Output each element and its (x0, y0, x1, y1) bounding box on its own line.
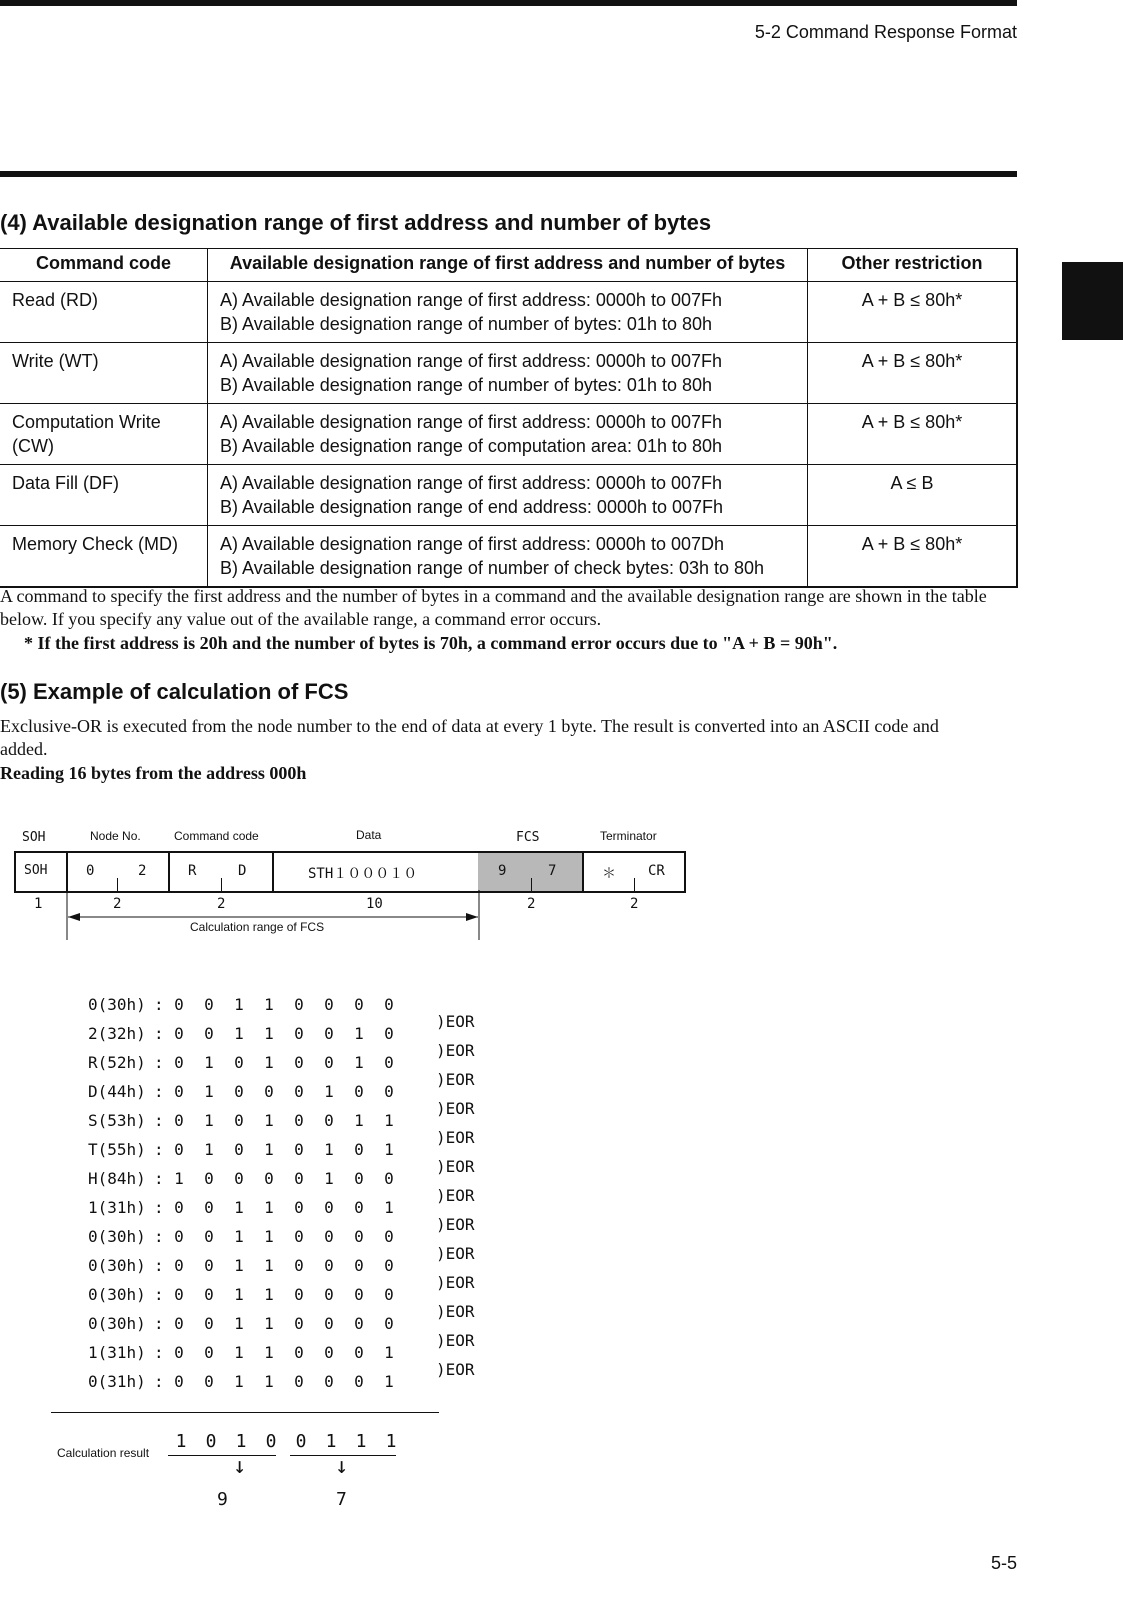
xor-bit: 0 (294, 1024, 304, 1043)
xor-bit: 1 (234, 1256, 244, 1275)
xor-bit: 1 (384, 1140, 394, 1159)
range-line-a: A) Available designation range of first address: 0000h to 007Fh (220, 290, 722, 310)
result-bit: 0 (295, 1431, 307, 1452)
xor-bit: 1 (264, 1314, 274, 1333)
xor-bit: 0 (354, 1227, 364, 1246)
range-line-a: A) Available designation range of first address: 0000h to 007Fh (220, 473, 722, 493)
xor-bit: 0 (174, 1111, 184, 1130)
xor-bit: 1 (234, 1343, 244, 1362)
xor-bit: 1 (264, 1140, 274, 1159)
xor-row-label: 0(31h) (88, 1372, 146, 1391)
xor-bit: 0 (354, 1343, 364, 1362)
xor-bit: 0 (324, 1372, 334, 1391)
frame-cell-data: STH１０００１０ (272, 851, 480, 893)
range-line-b: B) Available designation range of computation area: 01h to 80h (220, 436, 723, 456)
xor-bit: 0 (174, 1082, 184, 1101)
range-cell (208, 282, 808, 343)
xor-bit: 0 (264, 1169, 274, 1188)
xor-bit: 1 (204, 1111, 214, 1130)
xor-bit: 1 (384, 1198, 394, 1217)
calculation-range-arrow (60, 890, 490, 942)
xor-bit: 0 (294, 1111, 304, 1130)
range-line-a: A) Available designation range of first address: 0000h to 007Dh (220, 534, 724, 554)
table-row (0, 404, 1017, 465)
section-4-paragraph: A command to specify the first address and the number of bytes in a command and the available designation range are shown in the table below. If you specify any value out of the available range, a command error occurs. (0, 586, 987, 629)
command-cell: Write (WT) (0, 343, 208, 404)
result-bit: 1 (235, 1431, 247, 1452)
restriction-cell: A + B ≤ 80h* (808, 282, 1018, 343)
xor-bit: 1 (234, 1314, 244, 1333)
section-4-title: (4) Available designation range of first address and number of bytes (0, 210, 712, 235)
xor-bit: 0 (204, 995, 214, 1014)
down-arrow-icon: ↓ (233, 1454, 247, 1479)
xor-bit: 0 (384, 1053, 394, 1072)
range-cell (208, 404, 808, 465)
frame-cell-node: 0 2 (66, 851, 170, 893)
range-line-b: B) Available designation range of number of check bytes: 03h to 80h (220, 558, 765, 578)
xor-bit: 0 (174, 995, 184, 1014)
xor-bit: 0 (294, 1082, 304, 1101)
command-cell: Memory Check (MD) (0, 526, 208, 588)
xor-bit: 0 (174, 1256, 184, 1275)
eor-label: )EOR (436, 1244, 475, 1263)
restriction-cell: A + B ≤ 80h* (808, 343, 1018, 404)
table-row (0, 282, 1017, 343)
frame-cell-soh: SOH (14, 851, 68, 893)
xor-bit: 0 (384, 1024, 394, 1043)
xor-bit: 0 (294, 1372, 304, 1391)
xor-bit: 0 (384, 1285, 394, 1304)
frame-tick (634, 878, 635, 892)
xor-bit: 0 (324, 1053, 334, 1072)
restriction-cell: A + B ≤ 80h* (808, 526, 1018, 588)
count-terminator: 2 (630, 896, 639, 912)
xor-bit: 0 (354, 1285, 364, 1304)
xor-bit: 0 (324, 1198, 334, 1217)
section-5-title: (5) Example of calculation of FCS (0, 679, 349, 704)
xor-bit: 1 (174, 1169, 184, 1188)
count-command: 2 (217, 896, 226, 912)
xor-bit: 1 (234, 995, 244, 1014)
xor-bit: 0 (294, 1314, 304, 1333)
xor-bit: 0 (174, 1024, 184, 1043)
xor-bit: 1 (234, 1372, 244, 1391)
xor-bit: 0 (294, 1227, 304, 1246)
xor-bit: 1 (354, 1111, 364, 1130)
xor-bit: 0 (234, 1082, 244, 1101)
terminator-label: Terminator (600, 829, 657, 843)
xor-bit: 1 (354, 1053, 364, 1072)
xor-bit: 0 (204, 1256, 214, 1275)
xor-bit: 0 (204, 1343, 214, 1362)
section-5-paragraph: Exclusive-OR is executed from the node number to the end of data at every 1 byte. The result is converted into an ASCII code and added. (0, 716, 939, 759)
xor-row-label: 1(31h) (88, 1198, 146, 1217)
xor-row-colon: : (154, 1169, 164, 1188)
xor-bit: 1 (234, 1024, 244, 1043)
xor-row-colon: : (154, 1024, 164, 1043)
xor-bit: 0 (204, 1024, 214, 1043)
xor-bit: 1 (384, 1343, 394, 1362)
frame-cell-terminator: ＊ CR (582, 851, 686, 893)
fcs-label: FCS (516, 830, 540, 845)
xor-row-label: R(52h) (88, 1053, 146, 1072)
range-line-a: A) Available designation range of first address: 0000h to 007Fh (220, 412, 722, 432)
xor-bit: 1 (264, 1198, 274, 1217)
xor-bit: 0 (264, 1082, 274, 1101)
xor-bit: 1 (264, 1372, 274, 1391)
eor-label: )EOR (436, 1099, 475, 1118)
xor-bit: 0 (294, 995, 304, 1014)
down-arrow-icon: ↓ (335, 1454, 349, 1479)
range-line-a: A) Available designation range of first address: 0000h to 007Fh (220, 351, 722, 371)
xor-bit: 0 (384, 995, 394, 1014)
xor-bit: 0 (384, 1082, 394, 1101)
eor-label: )EOR (436, 1157, 475, 1176)
xor-bit: 1 (264, 1285, 274, 1304)
xor-bit: 0 (234, 1140, 244, 1159)
xor-row-colon: : (154, 1372, 164, 1391)
xor-bit: 0 (204, 1227, 214, 1246)
xor-bit: 1 (264, 1111, 274, 1130)
sum-line (51, 1412, 439, 1413)
xor-bit: 0 (294, 1169, 304, 1188)
xor-bit: 0 (204, 1198, 214, 1217)
xor-bit: 0 (234, 1169, 244, 1188)
xor-bit: 1 (324, 1169, 334, 1188)
node-label: Node No. (90, 829, 141, 843)
eor-label: )EOR (436, 1041, 475, 1060)
result-bit: 0 (265, 1431, 277, 1452)
eor-label: )EOR (436, 1215, 475, 1234)
xor-bit: 0 (294, 1343, 304, 1362)
column-header: Available designation range of first address and number of bytes (208, 249, 808, 282)
eor-label: )EOR (436, 1128, 475, 1147)
xor-bit: 0 (324, 1343, 334, 1362)
command-cell: Data Fill (DF) (0, 465, 208, 526)
xor-bit: 1 (204, 1082, 214, 1101)
xor-bit: 0 (294, 1285, 304, 1304)
xor-bit: 1 (264, 1256, 274, 1275)
xor-bit: 0 (174, 1198, 184, 1217)
xor-bit: 0 (294, 1198, 304, 1217)
xor-bit: 0 (294, 1053, 304, 1072)
calculation-range-label: Calculation range of FCS (190, 920, 325, 934)
xor-row-colon: : (154, 1082, 164, 1101)
range-cell (208, 465, 808, 526)
xor-row-label: 0(30h) (88, 995, 146, 1014)
range-line-b: B) Available designation range of number of bytes: 01h to 80h (220, 375, 713, 395)
nibble-underline-high (168, 1455, 276, 1456)
result-bit: 1 (355, 1431, 367, 1452)
restriction-cell: A + B ≤ 80h* (808, 404, 1018, 465)
xor-bit: 0 (354, 1140, 364, 1159)
designation-range-table (0, 248, 1018, 588)
xor-bit: 0 (174, 1140, 184, 1159)
xor-row-colon: : (154, 1140, 164, 1159)
result-bit: 0 (205, 1431, 217, 1452)
xor-bit: 0 (174, 1227, 184, 1246)
xor-bit: 1 (264, 1024, 274, 1043)
frame-cell-fcs: 9 7 (478, 851, 584, 893)
xor-bit: 0 (354, 995, 364, 1014)
xor-row-colon: : (154, 1198, 164, 1217)
xor-bit: 0 (174, 1343, 184, 1362)
count-data: 10 (366, 896, 383, 912)
xor-row-label: S(53h) (88, 1111, 146, 1130)
xor-bit: 1 (264, 1053, 274, 1072)
eor-label: )EOR (436, 1302, 475, 1321)
xor-row-colon: : (154, 1343, 164, 1362)
result-bit: 1 (385, 1431, 397, 1452)
xor-row-label: 0(30h) (88, 1314, 146, 1333)
xor-bit: 0 (204, 1372, 214, 1391)
eor-label: )EOR (436, 1273, 475, 1292)
xor-row-label: T(55h) (88, 1140, 146, 1159)
count-soh: 1 (34, 896, 43, 912)
xor-bit: 0 (324, 1227, 334, 1246)
xor-bit: 0 (324, 1285, 334, 1304)
xor-bit: 0 (324, 995, 334, 1014)
section-4-note: * If the first address is 20h and the number of bytes is 70h, a command error occurs due to "A + B = 90h". (24, 633, 838, 653)
eor-label: )EOR (436, 1331, 475, 1350)
xor-bit: 0 (204, 1314, 214, 1333)
table-row (0, 343, 1017, 404)
xor-row-colon: : (154, 1256, 164, 1275)
range-cell (208, 526, 808, 588)
section-5-subtitle: Reading 16 bytes from the address 000h (0, 763, 307, 783)
xor-bit: 0 (354, 1314, 364, 1333)
range-line-b: B) Available designation range of end address: 0000h to 007Fh (220, 497, 724, 517)
frame-cell-command: R D (168, 851, 274, 893)
xor-row-colon: : (154, 995, 164, 1014)
eor-label: )EOR (436, 1360, 475, 1379)
xor-bit: 1 (234, 1198, 244, 1217)
fcs-hex-low: 7 (336, 1489, 347, 1510)
chapter-tab (1062, 262, 1123, 340)
xor-bit: 0 (354, 1082, 364, 1101)
xor-bit: 1 (324, 1082, 334, 1101)
section-rule (0, 171, 1017, 177)
xor-row-label: H(84h) (88, 1169, 146, 1188)
xor-bit: 0 (354, 1256, 364, 1275)
eor-label: )EOR (436, 1070, 475, 1089)
command-cell: Read (RD) (0, 282, 208, 343)
count-node: 2 (113, 896, 122, 912)
xor-row-label: 0(30h) (88, 1285, 146, 1304)
xor-bit: 1 (204, 1140, 214, 1159)
xor-row-label: 2(32h) (88, 1024, 146, 1043)
xor-row-label: D(44h) (88, 1082, 146, 1101)
xor-row-colon: : (154, 1227, 164, 1246)
xor-bit: 1 (354, 1024, 364, 1043)
xor-bit: 1 (264, 995, 274, 1014)
xor-row-colon: : (154, 1111, 164, 1130)
xor-bit: 0 (324, 1314, 334, 1333)
xor-row-colon: : (154, 1053, 164, 1072)
restriction-cell: A ≤ B (808, 465, 1018, 526)
soh-label: SOH (22, 830, 46, 845)
xor-bit: 1 (264, 1227, 274, 1246)
xor-bit: 0 (294, 1256, 304, 1275)
command-label: Command code (174, 829, 259, 843)
xor-bit: 1 (234, 1285, 244, 1304)
xor-bit: 0 (174, 1053, 184, 1072)
xor-bit: 0 (324, 1256, 334, 1275)
range-cell (208, 343, 808, 404)
xor-row-label: 0(30h) (88, 1227, 146, 1246)
xor-bit: 0 (384, 1314, 394, 1333)
xor-bit: 0 (174, 1372, 184, 1391)
eor-label: )EOR (436, 1012, 475, 1031)
table-row (0, 526, 1017, 588)
result-bit: 1 (325, 1431, 337, 1452)
data-label: Data (356, 828, 382, 842)
eor-label: )EOR (436, 1186, 475, 1205)
calculation-result-label: Calculation result (57, 1446, 150, 1460)
xor-bit: 1 (324, 1140, 334, 1159)
xor-row-colon: : (154, 1285, 164, 1304)
xor-row-label: 0(30h) (88, 1256, 146, 1275)
xor-bit: 0 (174, 1285, 184, 1304)
command-cell: Computation Write (CW) (0, 404, 208, 465)
xor-bit: 0 (384, 1256, 394, 1275)
xor-bit: 1 (234, 1227, 244, 1246)
xor-bit: 0 (354, 1372, 364, 1391)
xor-bit: 0 (294, 1140, 304, 1159)
xor-bit: 1 (264, 1343, 274, 1362)
page-number: 5-5 (990, 1553, 1017, 1573)
xor-bit: 0 (204, 1169, 214, 1188)
result-bit: 1 (175, 1431, 187, 1452)
xor-bit: 0 (174, 1314, 184, 1333)
running-head: 5-2 Command Response Format (754, 22, 1017, 42)
xor-row-label: 1(31h) (88, 1343, 146, 1362)
header-rule (0, 0, 1017, 6)
xor-bit: 1 (204, 1053, 214, 1072)
xor-bit: 0 (324, 1024, 334, 1043)
xor-bit: 1 (384, 1372, 394, 1391)
column-header: Other restriction (808, 249, 1018, 282)
table-header-row (0, 249, 1017, 282)
column-header: Command code (0, 249, 208, 282)
xor-bit: 0 (234, 1111, 244, 1130)
xor-bit: 0 (354, 1198, 364, 1217)
frame-tick (531, 878, 532, 892)
xor-bit: 1 (384, 1111, 394, 1130)
xor-bit: 0 (354, 1169, 364, 1188)
xor-bit: 0 (384, 1169, 394, 1188)
xor-row-colon: : (154, 1314, 164, 1333)
count-fcs: 2 (527, 896, 536, 912)
xor-bit: 0 (204, 1285, 214, 1304)
xor-bit: 0 (324, 1111, 334, 1130)
table-row (0, 465, 1017, 526)
fcs-hex-high: 9 (217, 1489, 228, 1510)
xor-bit: 0 (234, 1053, 244, 1072)
range-line-b: B) Available designation range of number of bytes: 01h to 80h (220, 314, 713, 334)
xor-bit: 0 (384, 1227, 394, 1246)
